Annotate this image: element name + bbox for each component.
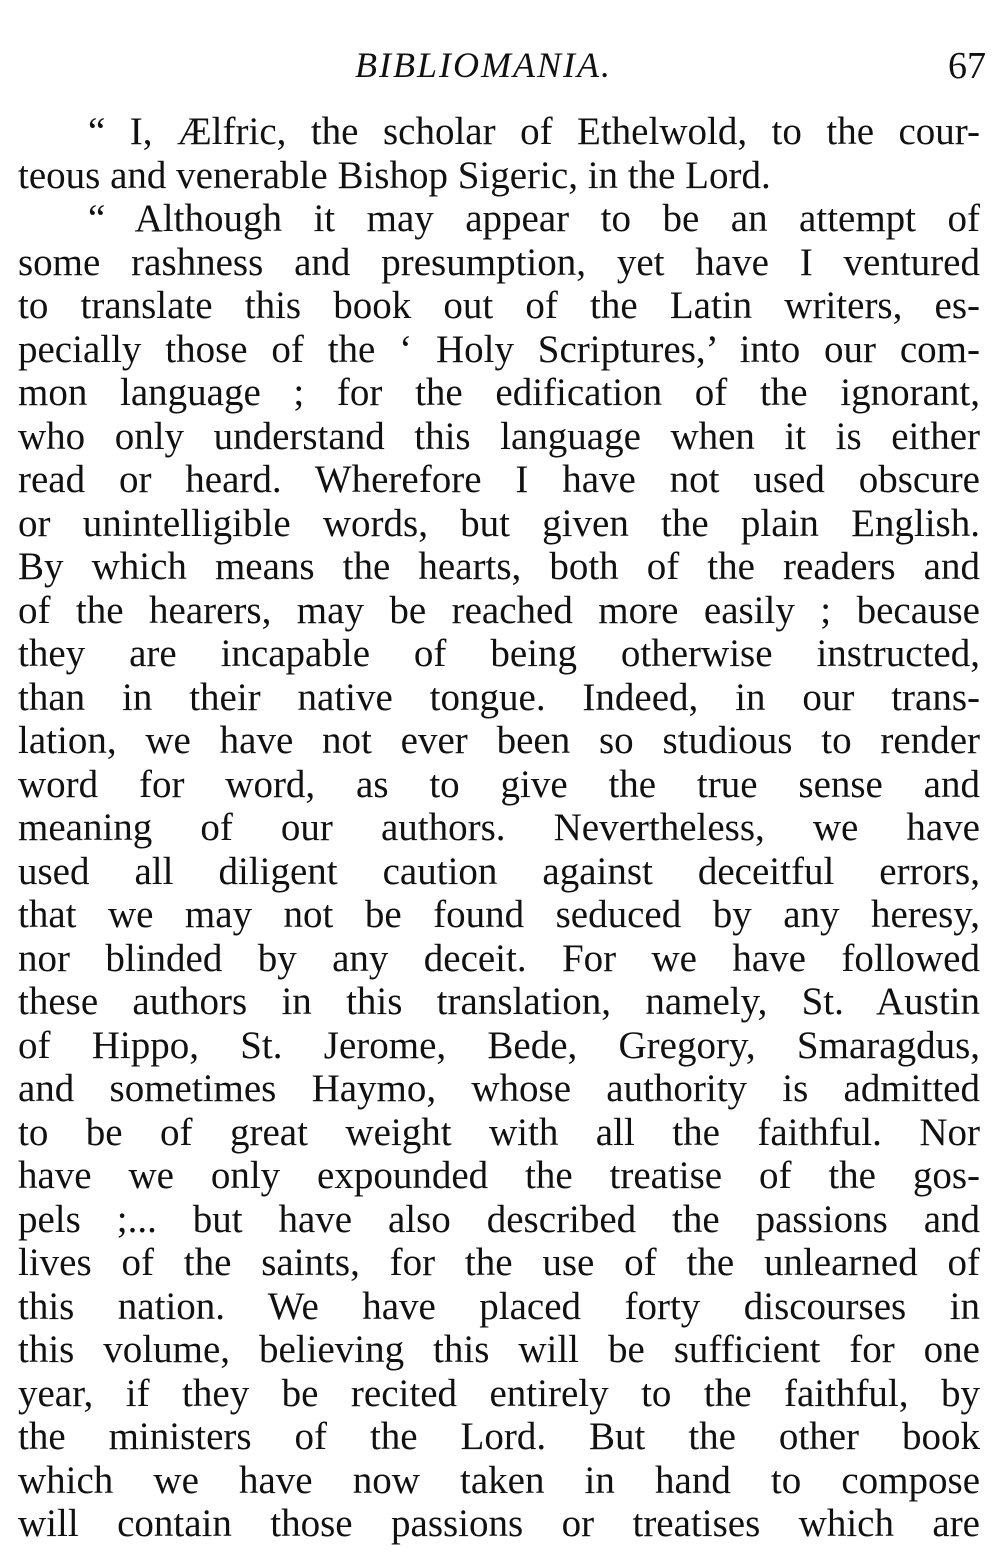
text-line: “ Although it may appear to be an attempt of [88, 197, 980, 240]
text-line: this volume, believing this will be sufficient for one [18, 1328, 980, 1371]
page-header [0, 44, 1000, 94]
text-line: these authors in this translation, namely, St. Austin [18, 980, 980, 1023]
text-line: pecially those of the ‘ Holy Scriptures,’ into our com- [18, 327, 980, 371]
page-number: 67 [948, 45, 986, 87]
text-line: word for word, as to give the true sense and [18, 762, 980, 806]
text-line: lives of the saints, for the use of the unlearned of [18, 1241, 980, 1284]
text-line: lation, we have not ever been so studious to render [18, 719, 980, 762]
text-line: mon language ; for the edification of the ignorant, [18, 371, 980, 414]
text-line: By which means the hearts, both of the readers and [18, 545, 980, 588]
text-line: will contain those passions or treatises which are [18, 1502, 980, 1545]
text-line: they are incapable of being otherwise instructed, [18, 632, 980, 675]
body-text [18, 110, 980, 1546]
text-line: pels ;... but have also described the passions and [18, 1197, 980, 1241]
text-line: or unintelligible words, but given the plain English. [18, 501, 980, 545]
text-line: and sometimes Haymo, whose authority is admitted [18, 1067, 980, 1110]
text-line: the ministers of the Lord. But the other book [18, 1415, 980, 1458]
text-line: used all diligent caution against deceitful errors, [18, 849, 980, 893]
text-line: to translate this book out of the Latin writers, es- [18, 284, 980, 327]
text-line: of Hippo, St. Jerome, Bede, Gregory, Smaragdus, [18, 1023, 980, 1067]
text-line: teous and venerable Bishop Sigeric, in the Lord. [18, 153, 771, 197]
text-line: “ I, Ælfric, the scholar of Ethelwold, to the cour- [88, 110, 980, 153]
text-line: that we may not be found seduced by any heresy, [18, 893, 980, 936]
text-line: meaning of our authors. Nevertheless, we have [18, 806, 980, 849]
text-line: than in their native tongue. Indeed, in our trans- [18, 675, 980, 719]
text-line: who only understand this language when it is either [18, 414, 980, 458]
text-line: have we only expounded the treatise of the gos- [18, 1154, 980, 1197]
text-line: of the hearers, may be reached more easily ; because [18, 588, 980, 632]
text-line: which we have now taken in hand to compose [18, 1458, 980, 1502]
text-line: some rashness and presumption, yet have I ventured [18, 240, 980, 284]
text-line: year, if they be recited entirely to the faithful, by [18, 1371, 980, 1415]
text-line: read or heard. Wherefore I have not used obscure [18, 458, 980, 501]
running-title: BIBLIOMANIA. [355, 45, 612, 85]
text-line: to be of great weight with all the faithful. Nor [18, 1110, 980, 1154]
text-line: this nation. We have placed forty discourses in [18, 1284, 980, 1328]
text-line: nor blinded by any deceit. For we have followed [18, 936, 980, 980]
